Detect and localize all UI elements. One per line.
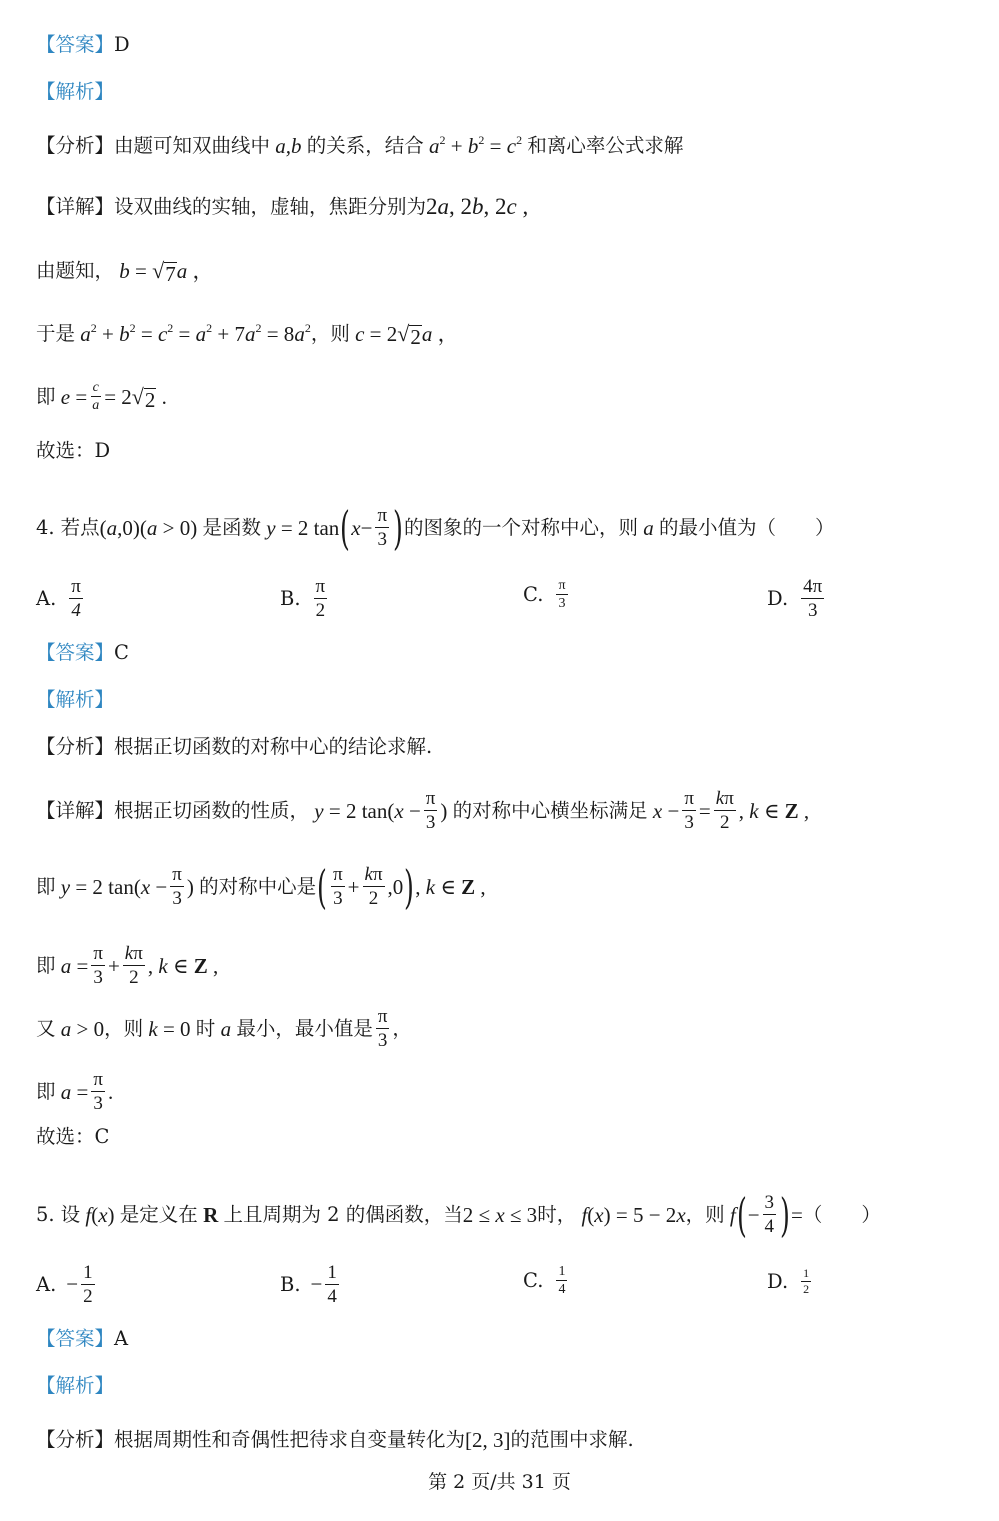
- solution-text: 即: [36, 1079, 56, 1103]
- math: a =: [60, 1079, 89, 1104]
- option-b[interactable]: B. − $\frac{1}{4}$: [280, 1262, 337, 1307]
- solution-text: 时: [195, 1016, 216, 1040]
- math: a: [215, 1016, 237, 1041]
- math: , k ∈ Z ,: [147, 953, 219, 978]
- math: k = 0: [148, 1016, 196, 1041]
- fraction: $\frac{\pi}{3}$: [93, 1069, 103, 1114]
- solution-text: ，则: [104, 1016, 144, 1040]
- page-footer: 第 2 页/共 31 页: [428, 1471, 571, 1493]
- fenxi-text: 由题可知双曲线中: [114, 134, 271, 157]
- xiangjie-text: 设双曲线的实轴，虚轴，焦距分别为: [114, 195, 427, 218]
- stem-text: 的图象的一个对称中心，则: [403, 515, 638, 539]
- analysis-line-q4: [36, 686, 975, 714]
- stem-text: 时，: [537, 1202, 577, 1226]
- stem-text: 若点: [60, 515, 100, 539]
- xiangjie-tag: 【详解】: [36, 195, 115, 218]
- fraction: $\frac{k\pi}{2}$: [715, 788, 734, 833]
- option-label: D.: [767, 587, 789, 610]
- option-b[interactable]: [280, 576, 330, 621]
- option-label: D.: [767, 1270, 789, 1293]
- paren: (: [317, 859, 328, 914]
- fenxi-tag: 【分析】: [36, 1428, 115, 1451]
- fenxi-text: 和离心率公式求解: [527, 134, 684, 157]
- xiangjie-text: 根据正切函数的性质，: [114, 798, 310, 822]
- math: y = 2 tan(x −: [314, 798, 421, 823]
- xiangjie-line-q3: [36, 193, 975, 221]
- math: R: [203, 1202, 219, 1227]
- solution-text: 最小，最小值是: [236, 1016, 373, 1040]
- option-label: A.: [36, 587, 57, 610]
- fraction: $\frac{k\pi}{2}$: [364, 864, 383, 909]
- choose-line: [36, 437, 975, 465]
- solution-text: 由题知，: [36, 259, 115, 282]
- answer-tag: 【答案】: [36, 1327, 115, 1350]
- paren: (: [340, 500, 351, 555]
- option-label: C.: [523, 583, 544, 606]
- fenxi-text: 根据周期性和奇偶性把待求自变量转化为: [114, 1428, 466, 1451]
- math: x −: [652, 798, 680, 823]
- choose-text: 故选：C: [36, 1125, 110, 1148]
- answer-tag: 【答案】: [36, 33, 115, 56]
- question-4-stem: 4. 若点 (a,0)(a > 0) 是函数 y = 2 tan ( x − $\frac{\pi}{3}$ ) 的图象的一个对称中心，则 a 的最小值为（ ）: [36, 500, 835, 555]
- paren: (: [736, 1187, 747, 1242]
- analysis-line-q5: [36, 1372, 975, 1400]
- math: b = √ 7 a ，: [119, 258, 214, 286]
- fenxi-text: 的关系，结合: [306, 134, 424, 157]
- math: a,b: [270, 134, 307, 158]
- analysis-tag: 【解析】: [36, 80, 115, 103]
- stem-text: （ ）: [802, 1202, 881, 1226]
- stem-text: 是定义在: [119, 1202, 198, 1226]
- fenxi-text: 的范围中求解.: [510, 1428, 634, 1451]
- solution-line: 即 a = $\frac{\pi}{3}$ .: [36, 1069, 114, 1114]
- math: , k ∈ Z ,: [415, 874, 486, 899]
- math: (a,0)(a > 0): [99, 515, 203, 540]
- fenxi-line-q5: [36, 1426, 975, 1454]
- math: y = 2 tan: [266, 515, 340, 540]
- fraction: $\frac{\pi}{3}$: [425, 788, 436, 833]
- option-label: C.: [523, 1269, 544, 1292]
- fraction: $\frac{1}{4}$: [327, 1262, 337, 1307]
- option-d[interactable]: [767, 1267, 814, 1296]
- fraction: $\frac{c}{a}$: [92, 380, 100, 413]
- math: y = 2 tan(x −: [60, 874, 168, 899]
- solution-text: 又: [36, 1016, 56, 1040]
- fenxi-line-q4: [36, 733, 975, 761]
- stem-text: 的最小值为（ ）: [659, 515, 835, 539]
- fraction: $\frac{\pi}{2}$: [315, 576, 326, 621]
- fraction: $\frac{\pi}{3}$: [377, 505, 388, 550]
- solution-text: 于是: [36, 322, 76, 345]
- solution-text: 即: [36, 953, 56, 977]
- math: f: [724, 1202, 736, 1227]
- fraction: $\frac{1}{2}$: [83, 1262, 93, 1307]
- fenxi-text: 根据正切函数的对称中心的结论求解.: [114, 735, 433, 758]
- solution-text: 即: [36, 384, 56, 408]
- solution-line: [36, 257, 975, 285]
- stem-text: ，则: [685, 1202, 725, 1226]
- question-5-stem: 5. 设 f(x) 是定义在 R 上且周期为 2 的偶函数，当 2 ≤ x ≤ 3 时， f(x) = 5 − 2x ，则 f ( − $\frac{3}{4}$ ) = （ ）: [36, 1187, 881, 1242]
- answer-line-q3: [36, 31, 975, 59]
- paren: ): [404, 859, 415, 914]
- fraction: $\frac{\pi}{3}$: [93, 943, 103, 988]
- solution-text: 即: [36, 874, 56, 898]
- fraction: $\frac{3}{4}$: [764, 1192, 775, 1237]
- math: a: [638, 515, 659, 540]
- option-label: B.: [280, 1273, 301, 1296]
- answer-line-q4: [36, 639, 975, 667]
- fraction: $\frac{\pi}{3}$: [172, 864, 182, 909]
- xiangjie-line-q4: 【详解】 根据正切函数的性质， y = 2 tan(x − $\frac{\pi}{3}$ ) 的对称中心横坐标满足 x − $\frac{\pi}{3}$ = $\frac{k\pi}{2}$ , k ∈ Z ,: [36, 788, 810, 833]
- analysis-tag: 【解析】: [36, 1374, 115, 1397]
- stem-text: 设: [60, 1202, 81, 1226]
- fenxi-tag: 【分析】: [36, 735, 115, 758]
- paren: ): [393, 500, 403, 555]
- fenxi-line-q3: [36, 132, 975, 160]
- option-label: B.: [280, 587, 301, 610]
- xiangjie-tag: 【详解】: [36, 798, 115, 822]
- math: 2a, 2b, 2c ,: [426, 194, 529, 219]
- math: [2, 3]: [465, 1428, 511, 1452]
- math: f(x) = 5 − 2x: [581, 1202, 686, 1227]
- fraction: $\frac{\pi}{3}$: [684, 788, 694, 833]
- paren: ): [780, 1187, 790, 1242]
- math: , k ∈ Z ,: [738, 798, 810, 823]
- math: f(x): [85, 1202, 120, 1227]
- fraction: $\frac{\pi}{3}$: [558, 578, 566, 611]
- solution-line: [36, 320, 975, 348]
- choose-line: [36, 1123, 975, 1151]
- fenxi-tag: 【分析】: [36, 134, 115, 157]
- solution-line: 即 y = 2 tan(x − $\frac{\pi}{3}$ ) 的对称中心是 ( $\frac{\pi}{3}$ + $\frac{k\pi}{2}$ ,0 ) , k ∈ Z ,: [36, 859, 486, 914]
- solution-text: 的对称中心是: [199, 874, 317, 898]
- math: a =: [60, 953, 89, 978]
- answer-line-q5: [36, 1325, 975, 1353]
- option-label: A.: [36, 1273, 57, 1296]
- stem-text: 是函数: [202, 515, 261, 539]
- option-c[interactable]: [523, 578, 571, 611]
- analysis-line-q3: [36, 78, 975, 106]
- fraction: $\frac{k\pi}{2}$: [124, 943, 143, 988]
- option-c[interactable]: [523, 1264, 570, 1297]
- answer-tag: 【答案】: [36, 641, 115, 664]
- math: e =: [60, 384, 88, 409]
- solution-line: [36, 380, 975, 413]
- answer-value: A: [114, 1327, 129, 1350]
- option-a[interactable]: [36, 576, 86, 621]
- answer-value: D: [114, 33, 130, 56]
- solution-line: 又 a > 0 ，则 k = 0 时 a 最小，最小值是 $\frac{\pi}{3}$ ，: [36, 1006, 412, 1051]
- fraction: $\frac{\pi}{4}$: [71, 576, 81, 621]
- math: $a^2 + b^2 = c^2$: [429, 133, 523, 158]
- question-number: 5.: [36, 1202, 55, 1226]
- math: c = 2 √ 2 a ，: [355, 321, 459, 349]
- analysis-tag: 【解析】: [36, 688, 115, 711]
- solution-text: ，则: [310, 322, 350, 345]
- math: x: [351, 515, 361, 540]
- fraction: $\frac{1}{2}$: [803, 1266, 810, 1296]
- solution-line: 即 a = $\frac{\pi}{3}$ + $\frac{k\pi}{2}$ , k ∈ Z ,: [36, 943, 219, 988]
- math: a > 0: [60, 1016, 105, 1041]
- stem-text: 上且周期为 2 的偶函数，当: [223, 1202, 463, 1226]
- question-number: 4.: [36, 515, 55, 539]
- math: 2 ≤ x ≤ 3: [462, 1202, 538, 1227]
- fraction: $\frac{\pi}{3}$: [377, 1006, 388, 1051]
- fraction: $\frac{1}{4}$: [558, 1264, 566, 1297]
- option-d[interactable]: [767, 576, 827, 621]
- choose-text: 故选：D: [36, 439, 111, 462]
- answer-value: C: [114, 641, 129, 664]
- fraction: $\frac{4\pi}{3}$: [803, 576, 823, 621]
- fraction: $\frac{\pi}{3}$: [333, 864, 343, 909]
- math: = 2 √ 2 .: [104, 383, 167, 412]
- xiangjie-text: 的对称中心横坐标满足: [452, 798, 648, 822]
- math: $a^2 + b^2 = c^2 = a^2 + 7a^2 = 8a^2$: [80, 321, 311, 346]
- option-a[interactable]: A. − $\frac{1}{2}$: [36, 1262, 93, 1307]
